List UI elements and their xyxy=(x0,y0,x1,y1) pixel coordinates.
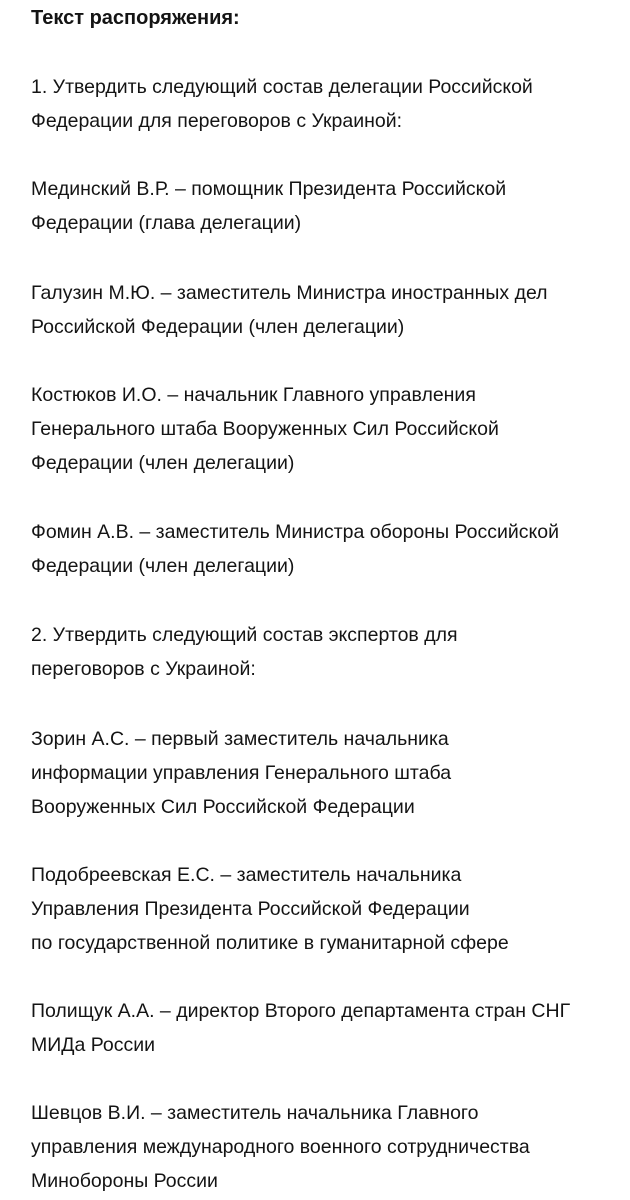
paragraph-line: 2. Утвердить следующий состав экспертов для xyxy=(31,624,458,646)
paragraph-line: Подобреевская Е.С. – заместитель начальника xyxy=(31,864,462,886)
paragraph-kostyukov xyxy=(31,378,626,480)
paragraph-zorin xyxy=(31,722,626,824)
paragraph-line: 1. Утвердить следующий состав делегации Российской xyxy=(31,76,533,98)
paragraph-item-1 xyxy=(31,70,626,138)
paragraph-line: Федерации (глава делегации) xyxy=(31,212,302,234)
paragraph-line: Российской Федерации (член делегации) xyxy=(31,316,405,338)
paragraph-line: Фомин А.В. – заместитель Министра обороны Российской xyxy=(31,521,560,543)
paragraph-medinsky xyxy=(31,172,626,240)
paragraph-line: Костюков И.О. – начальник Главного управления xyxy=(31,384,476,406)
paragraph-line: управления международного военного сотрудничества xyxy=(31,1136,530,1158)
paragraph-podobreevskaya xyxy=(31,858,626,960)
paragraph-line: Зорин А.С. – первый заместитель начальника xyxy=(31,728,449,750)
paragraph-line: Мединский В.Р. – помощник Президента Российской xyxy=(31,178,507,200)
paragraph-shevtsov xyxy=(31,1096,626,1198)
paragraph-galuzin xyxy=(31,276,626,344)
paragraph-line: Федерации (член делегации) xyxy=(31,452,295,474)
paragraph-line: Шевцов В.И. – заместитель начальника Главного xyxy=(31,1102,479,1124)
paragraph-line: Федерации (член делегации) xyxy=(31,555,295,577)
paragraph-line: информации управления Генерального штаба xyxy=(31,762,452,784)
paragraph-line: Управления Президента Российской Федерации xyxy=(31,898,470,920)
document-heading: Текст распоряжения: xyxy=(31,7,240,29)
paragraph-line: Полищук А.А. – директор Второго департамента стран СНГ xyxy=(31,1000,571,1022)
paragraph-line: Галузин М.Ю. – заместитель Министра иностранных дел xyxy=(31,282,548,304)
paragraph-line: Генерального штаба Вооруженных Сил Российской xyxy=(31,418,499,440)
paragraph-line: Минобороны России xyxy=(31,1170,218,1192)
paragraph-line: Вооруженных Сил Российской Федерации xyxy=(31,796,415,818)
paragraph-line: переговоров с Украиной: xyxy=(31,658,256,680)
paragraph-line: МИДа России xyxy=(31,1034,156,1056)
paragraph-polishchuk xyxy=(31,994,626,1062)
paragraph-fomin xyxy=(31,515,626,583)
paragraph-item-2 xyxy=(31,618,626,686)
paragraph-line: Федерации для переговоров с Украиной: xyxy=(31,110,403,132)
paragraph-line: по государственной политике в гуманитарной сфере xyxy=(31,932,509,954)
